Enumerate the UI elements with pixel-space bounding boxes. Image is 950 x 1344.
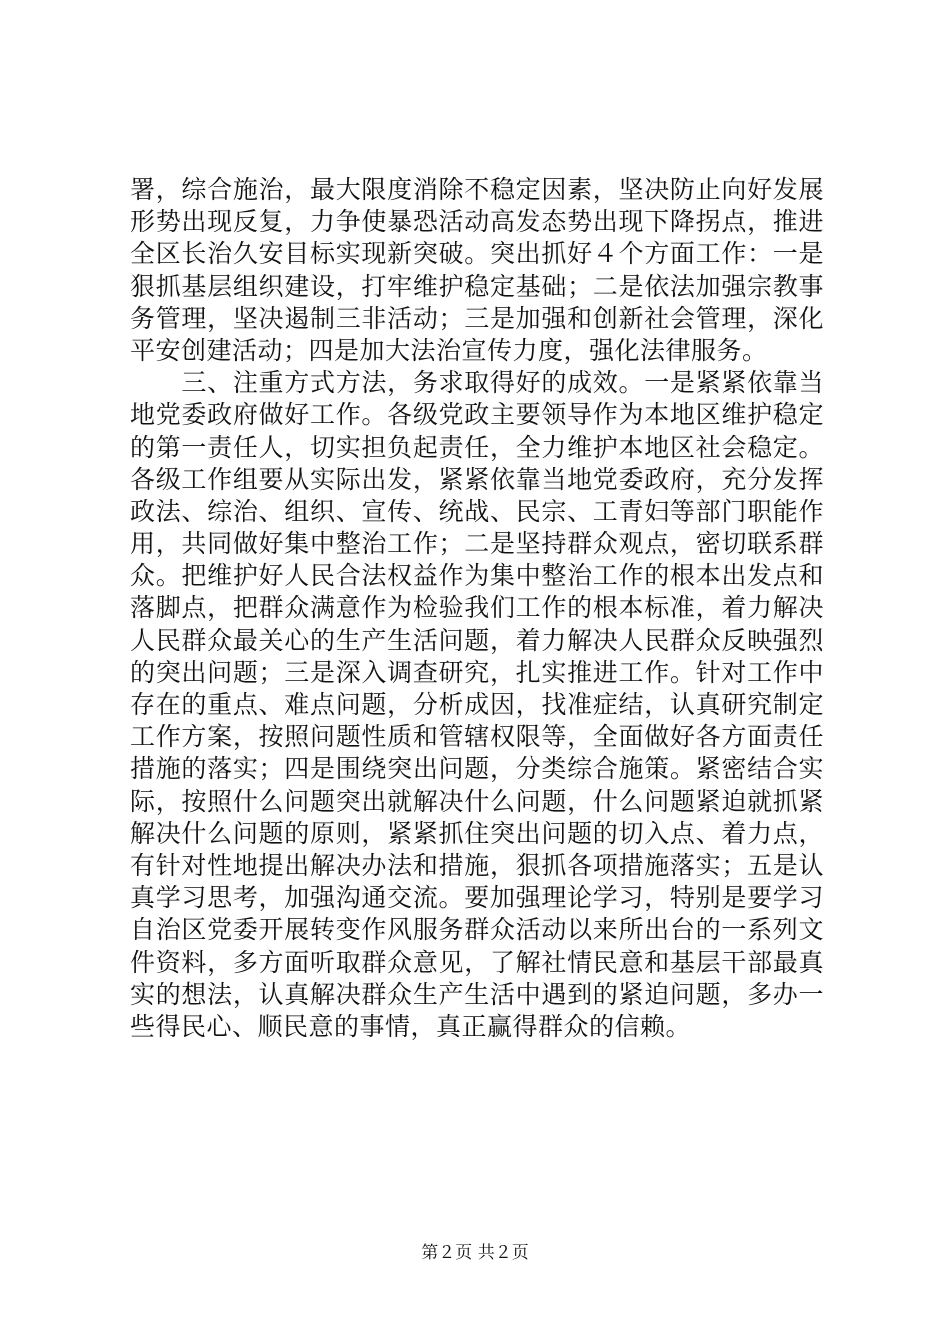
text-line: 的第一责任人，切实担负起责任，全力维护本地区社会稳定。	[130, 432, 824, 462]
text-line: 形势出现反复，力争使暴恐活动高发态势出现下降拐点，推进	[130, 207, 824, 237]
text-line: 际，按照什么问题突出就解决什么问题，什么问题紧迫就抓紧	[130, 786, 824, 816]
text-line: 件资料，多方面听取群众意见，了解社情民意和基层干部最真	[130, 947, 824, 977]
text-line: 众。把维护好人民合法权益作为集中整治工作的根本出发点和	[130, 561, 824, 591]
text-line: 三、注重方式方法，务求取得好的成效。一是紧紧依靠当	[130, 368, 824, 398]
text-line: 真学习思考，加强沟通交流。要加强理论学习，特别是要学习	[130, 883, 824, 913]
page-footer: 第２页 共２页	[421, 1243, 529, 1263]
text-line: 政法、综治、组织、宣传、统战、民宗、工青妇等部门职能作	[130, 496, 824, 526]
text-line: 务管理，坚决遏制三非活动；三是加强和创新社会管理，深化	[130, 303, 824, 333]
text-line: 地党委政府做好工作。各级党政主要领导作为本地区维护稳定	[130, 400, 824, 430]
text-line: 落脚点，把群众满意作为检验我们工作的根本标准，着力解决	[130, 593, 824, 623]
document-body	[130, 174, 824, 1043]
text-line: 实的想法，认真解决群众生产生活中遇到的紧迫问题，多办一	[130, 979, 824, 1009]
text-line: 署，综合施治，最大限度消除不稳定因素，坚决防止向好发展	[130, 175, 824, 204]
text-line: 全区长治久安目标实现新突破。突出抓好４个方面工作：一是	[130, 239, 824, 269]
text-line: 有针对性地提出解决办法和措施，狠抓各项措施落实；五是认	[130, 850, 824, 880]
text-line: 平安创建活动；四是加大法治宣传力度，强化法律服务。	[130, 335, 768, 365]
text-line: 措施的落实；四是围绕突出问题，分类综合施策。紧密结合实	[130, 754, 824, 784]
text-line: 狠抓基层组织建设，打牢维护稳定基础；二是依法加强宗教事	[130, 271, 824, 301]
text-line: 些得民心、顺民意的事情，真正赢得群众的信赖。	[130, 1011, 692, 1041]
text-line: 各级工作组要从实际出发，紧紧依靠当地党委政府，充分发挥	[130, 464, 824, 494]
text-line: 用，共同做好集中整治工作；二是坚持群众观点，密切联系群	[130, 529, 824, 559]
text-line: 人民群众最关心的生产生活问题，着力解决人民群众反映强烈	[130, 625, 824, 655]
text-line: 的突出问题；三是深入调查研究，扎实推进工作。针对工作中	[130, 657, 824, 687]
text-line: 自治区党委开展转变作风服务群众活动以来所出台的一系列文	[130, 915, 824, 945]
text-line: 解决什么问题的原则，紧紧抓住突出问题的切入点、着力点，	[130, 818, 824, 848]
text-line: 存在的重点、难点问题，分析成因，找准症结，认真研究制定	[130, 690, 824, 719]
text-line: 工作方案，按照问题性质和管辖权限等，全面做好各方面责任	[130, 722, 824, 752]
